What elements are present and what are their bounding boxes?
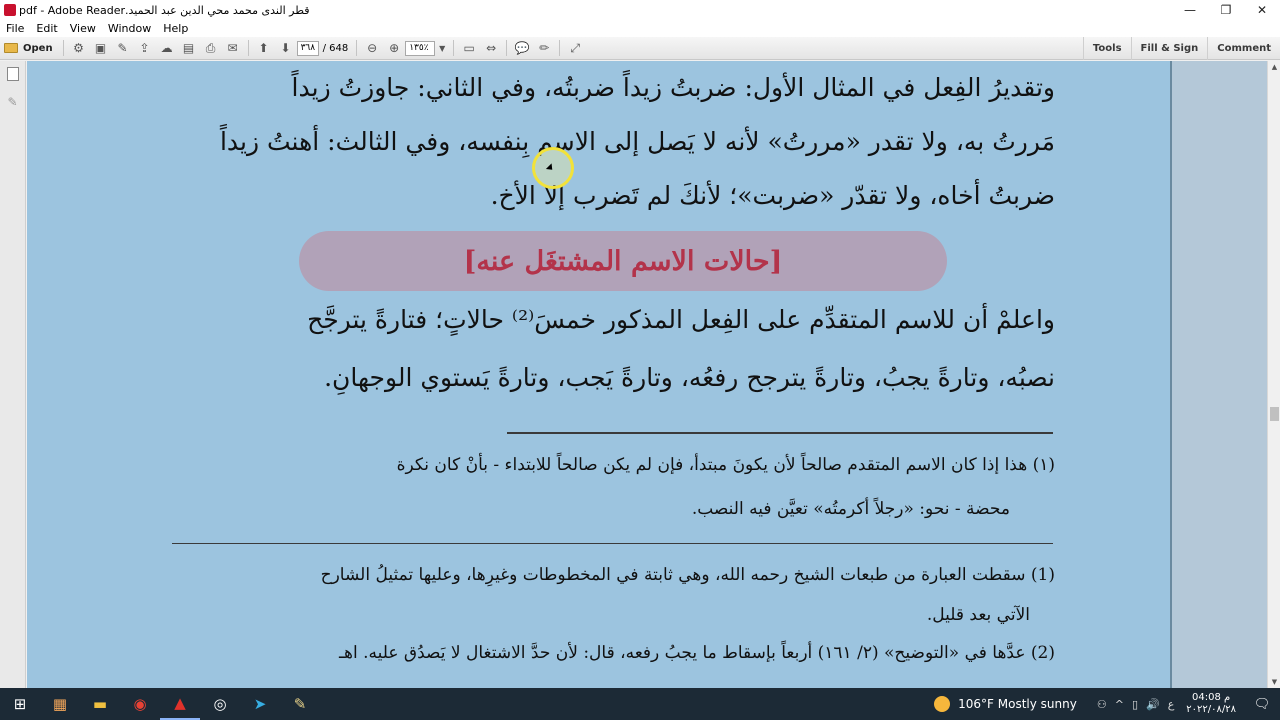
signature-icon[interactable]: ✎ xyxy=(7,95,18,109)
close-button[interactable]: ✕ xyxy=(1256,3,1268,17)
note-line: (١) هذا إذا كان الاسم المتقدم صالحاً لأن يكونَ مبتدأ، فإن لم يكن صالحاً للابتداء - بأنْ كان نكرة xyxy=(396,455,1055,475)
fit-width-icon[interactable]: ⇔ xyxy=(486,41,497,55)
system-tray xyxy=(934,688,1280,720)
footnote-line: الآتي بعد قليل. xyxy=(926,605,1030,625)
section-heading-text: [حالات الاسم المشتغَل عنه] xyxy=(463,245,783,277)
toolbar-divider xyxy=(63,40,64,56)
maximize-button[interactable]: ❐ xyxy=(1220,3,1232,17)
navigation-pane xyxy=(0,61,26,688)
text-line: وتقديرُ الفِعل في المثال الأول: ضربتُ زيداً ضربتُه، وفي الثاني: جاوزتُ زيداً xyxy=(291,73,1055,102)
vertical-scrollbar[interactable] xyxy=(1267,61,1280,688)
telegram-icon[interactable]: ➤ xyxy=(253,695,267,713)
export-icon[interactable]: ⇪ xyxy=(139,41,150,55)
email-icon[interactable]: ✉ xyxy=(227,41,238,55)
toolbar xyxy=(0,37,1280,60)
divider xyxy=(507,432,1053,434)
zoom-in-icon[interactable]: ⊕ xyxy=(389,41,400,55)
pdf-page xyxy=(27,61,1172,688)
folder-icon xyxy=(4,43,18,53)
menu-edit[interactable]: Edit xyxy=(36,22,58,35)
store-icon[interactable]: ▦ xyxy=(52,695,68,713)
sunny-icon xyxy=(934,696,950,712)
document-view[interactable] xyxy=(27,61,1267,688)
footnote-line: (1) سقطت العبارة من طبعات الشيخ رحمه الله، وهي ثابتة في المخطوطات وغيرِها، وعليها تمثيلُ الشارح xyxy=(320,565,1055,585)
chrome-icon[interactable]: ◉ xyxy=(133,695,147,713)
weather-text: 106°F Mostly sunny xyxy=(958,697,1077,711)
create-pdf-icon[interactable]: ▣ xyxy=(94,41,107,55)
menu-window[interactable]: Window xyxy=(107,22,152,35)
comment-icon[interactable]: 💬 xyxy=(514,41,530,55)
toolbar-divider xyxy=(248,40,249,56)
highlight-icon[interactable]: ✏ xyxy=(539,41,550,55)
tools-button[interactable]: Tools xyxy=(1083,37,1131,60)
weather-widget[interactable] xyxy=(934,696,1077,712)
print-icon[interactable]: ⎙ xyxy=(205,40,216,55)
fit-page-icon[interactable]: ▭ xyxy=(463,41,475,55)
text-line: ضربتُ أخاه، ولا تقدّر «ضربت»؛ لأنكَ لم تَضرب إلا الأخ. xyxy=(490,181,1055,210)
page-total: / 648 xyxy=(322,42,349,54)
menu-view[interactable]: View xyxy=(69,22,96,35)
window-title: قطر الندى محمد محي الدين عبد الحميد.pdf - Adobe Reader xyxy=(19,3,310,17)
edit-pdf-icon[interactable]: ✎ xyxy=(117,41,128,55)
taskbar xyxy=(0,688,1280,720)
file-explorer-icon[interactable]: ▬ xyxy=(92,695,108,713)
toolbar-divider xyxy=(453,40,454,56)
fullscreen-icon[interactable]: ⤢ xyxy=(570,40,580,55)
open-button[interactable] xyxy=(0,43,59,54)
footnote-divider xyxy=(172,543,1053,544)
language-indicator[interactable]: ع xyxy=(1167,697,1175,711)
scroll-thumb[interactable] xyxy=(1270,407,1279,421)
obs-icon[interactable]: ◎ xyxy=(213,695,227,713)
menu-help[interactable]: Help xyxy=(163,22,189,35)
toolbar-divider xyxy=(356,40,357,56)
scroll-down-icon[interactable]: ▼ xyxy=(1271,678,1278,686)
menu-bar xyxy=(0,20,1280,37)
text-line: مَررتُ به، ولا تقدر «مررتُ» لأنه لا يَصل إلى الاسم بِنفسه، وفي الثالث: أهنتُ زيداً xyxy=(219,127,1055,156)
scroll-up-icon[interactable]: ▲ xyxy=(1271,63,1278,71)
show-hidden-icons[interactable]: ^ xyxy=(1114,697,1124,711)
menu-file[interactable]: File xyxy=(6,22,25,35)
text-line: نصبُه، وتارةً يجبُ، وتارةً يترجح رفعُه، وتارةً يَجب، وتارةً يَستوي الوجهانِ. xyxy=(324,363,1055,392)
clock-date: ٢٠٢٢/٠٨/٢٨ xyxy=(1186,704,1236,715)
app-icon[interactable]: ✎ xyxy=(293,695,307,713)
adobe-reader-icon xyxy=(4,4,16,16)
page-number-input[interactable]: ٣٦٨ xyxy=(297,41,319,56)
title-bar xyxy=(0,0,1280,20)
footnote-line: (2) عدَّها في «التوضيح» (٢/ ١٦١) أربعاً بإسقاط ما يجبُ رفعه، قال: لأن حدَّ الاشتغال لا يَصدُق عليه. اهـ xyxy=(339,643,1055,663)
notifications-icon[interactable]: 🗨 xyxy=(1253,696,1271,712)
network-icon[interactable]: ▯ xyxy=(1131,697,1138,711)
zoom-out-icon[interactable]: ⊖ xyxy=(367,41,378,55)
clock-time: 04:08 م xyxy=(1192,692,1231,703)
clock[interactable] xyxy=(1186,692,1236,716)
text-line: واعلمْ أن للاسم المتقدِّم على الفِعل المذكور خمسَ⁽²⁾ حالاتٍ؛ فتارةً يترجَّح xyxy=(307,305,1055,334)
toolbar-divider xyxy=(506,40,507,56)
comment-button[interactable]: Comment xyxy=(1207,37,1280,60)
fill-sign-button[interactable]: Fill & Sign xyxy=(1131,37,1208,60)
open-label: Open xyxy=(23,42,53,54)
section-heading xyxy=(299,231,947,291)
volume-icon[interactable]: 🔊 xyxy=(1146,697,1160,711)
cloud-icon[interactable]: ☁ xyxy=(160,41,173,55)
next-page-icon[interactable]: ⬇ xyxy=(280,41,291,55)
save-icon[interactable]: ▤ xyxy=(182,41,195,55)
adobe-reader-taskbar-icon[interactable]: ▲ xyxy=(160,688,200,720)
people-icon[interactable]: ⚇ xyxy=(1096,697,1107,711)
zoom-dropdown-icon[interactable]: ▼ xyxy=(439,43,446,53)
note-line: محضة - نحو: «رجلاً أكرمتُه» تعيَّن فيه النصب. xyxy=(691,499,1010,519)
toolbar-divider xyxy=(559,40,560,56)
settings-icon[interactable]: ⚙ xyxy=(73,41,84,55)
zoom-input[interactable]: ١٣٥٪ xyxy=(405,41,435,56)
page-thumbnails-icon[interactable] xyxy=(7,67,19,81)
previous-page-icon[interactable]: ⬆ xyxy=(258,41,269,55)
windows-start-icon[interactable]: ⊞ xyxy=(13,695,27,713)
minimize-button[interactable]: — xyxy=(1184,3,1196,17)
